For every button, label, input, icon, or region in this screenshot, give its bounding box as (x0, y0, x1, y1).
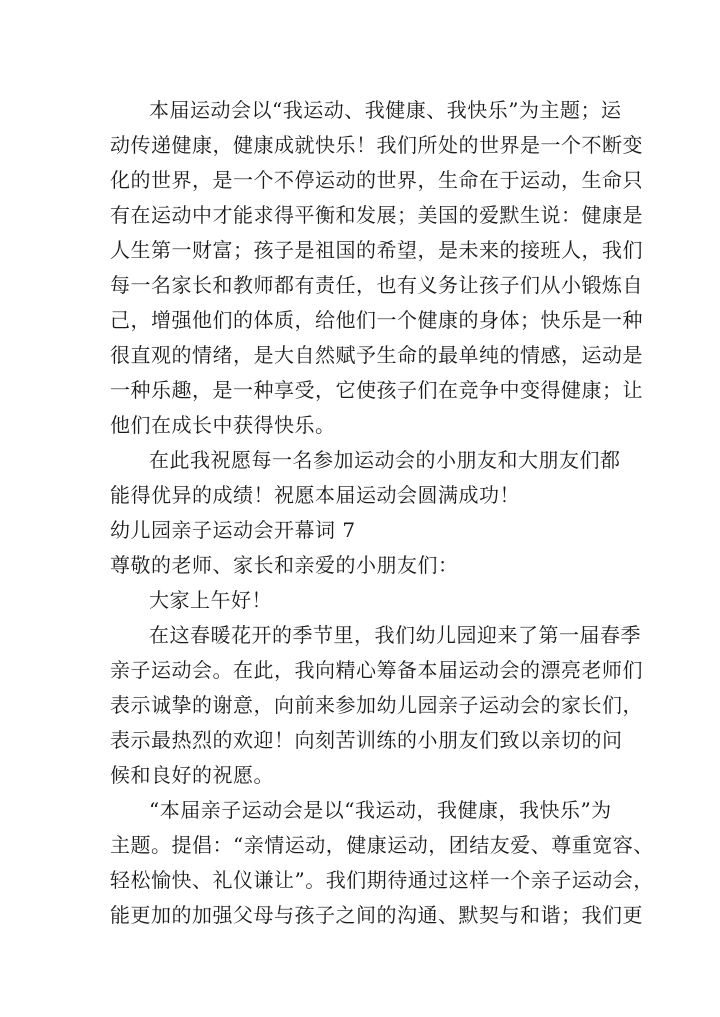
text-line: 表示最热烈的欢迎！向刻苦训练的小朋友们致以亲切的问 (110, 728, 623, 752)
text-line: 己，增强他们的体质，给他们一个健康的身体；快乐是一种 (110, 308, 643, 332)
text-line: 化的世界，是一个不停运动的世界，生命在于运动，生命只 (110, 168, 643, 192)
section-heading: 幼儿园亲子运动会开幕词 7 (110, 518, 356, 542)
text-line: 在这春暖花开的季节里，我们幼儿园迎来了第一届春季 (149, 623, 641, 647)
text-line: 他们在成长中获得快乐。 (110, 413, 336, 437)
text-line: 能得优异的成绩！祝愿本届运动会圆满成功！ (110, 483, 520, 507)
text-line: 主题。提倡：“亲情运动，健康运动，团结友爱、尊重宽容、 (110, 833, 654, 857)
text-line: 轻松愉快、礼仪谦让”。我们期待通过这样一个亲子运动会， (110, 868, 654, 892)
text-line: 亲子运动会。在此，我向精心筹备本届运动会的漂亮老师们 (110, 658, 643, 682)
salutation: 尊敬的老师、家长和亲爱的小朋友们： (110, 553, 459, 577)
text-line: 每一名家长和教师都有责任，也有义务让孩子们从小锻炼自 (110, 273, 643, 297)
text-line: 很直观的情绪，是大自然赋予生命的最单纯的情感，运动是 (110, 343, 643, 367)
text-line: 候和良好的祝愿。 (110, 763, 274, 787)
text-line: 一种乐趣，是一种享受，它使孩子们在竞争中变得健康；让 (110, 378, 643, 402)
text-line: 人生第一财富；孩子是祖国的希望，是未来的接班人，我们 (110, 238, 643, 262)
text-line: 在此我祝愿每一名参加运动会的小朋友和大朋友们都 (149, 448, 621, 472)
text-line: “本届亲子运动会是以“我运动，我健康，我快乐”为 (149, 798, 612, 822)
text-line: 能更加的加强父母与孩子之间的沟通、默契与和谐；我们更 (110, 903, 643, 927)
text-line: 有在运动中才能求得平衡和发展；美国的爱默生说：健康是 (110, 203, 643, 227)
text-line: 本届运动会以“我运动、我健康、我快乐”为主题；运 (149, 98, 622, 122)
text-line: 动传递健康，健康成就快乐！我们所处的世界是一个不断变 (110, 133, 643, 157)
greeting: 大家上午好！ (149, 588, 272, 612)
text-line: 表示诚挚的谢意，向前来参加幼儿园亲子运动会的家长们， (110, 693, 643, 717)
